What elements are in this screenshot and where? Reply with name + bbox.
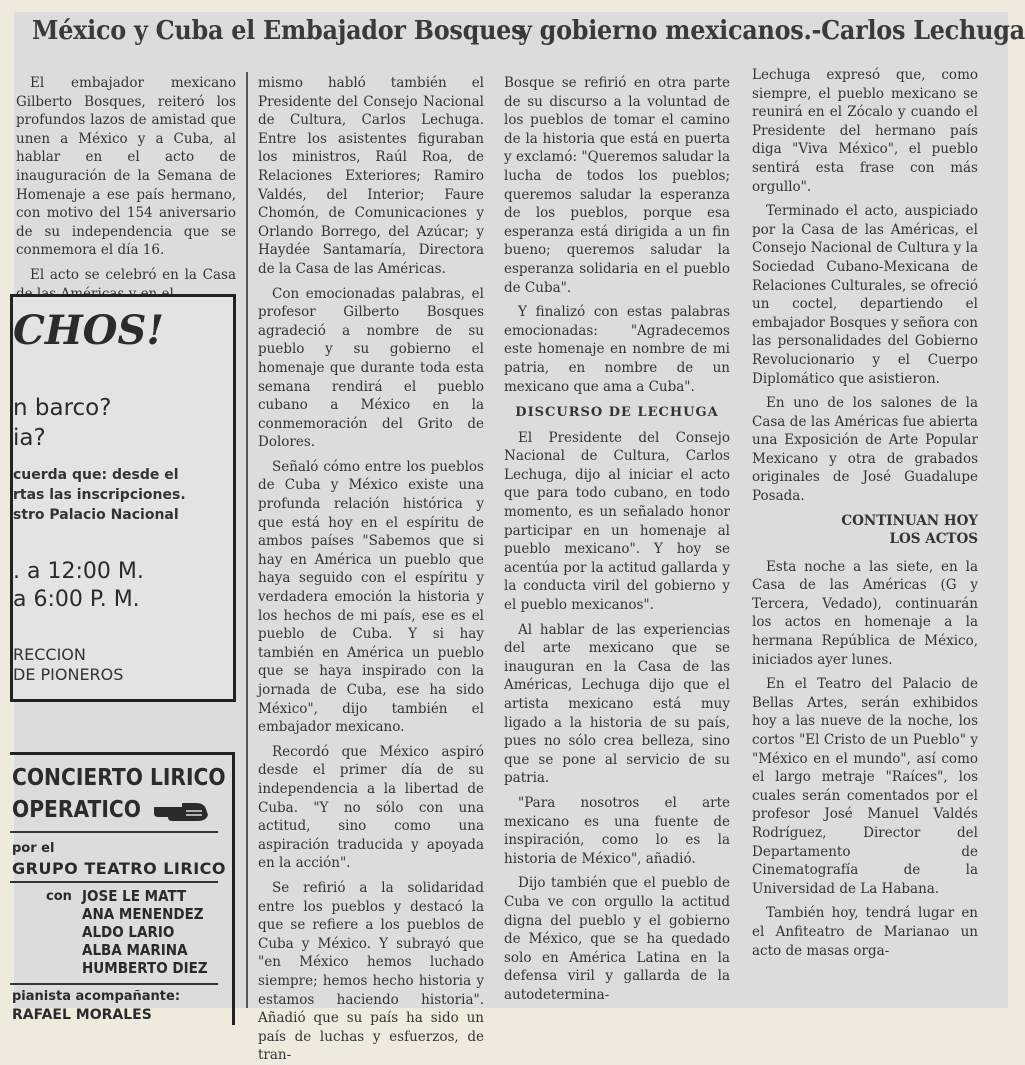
pioneros-ad [10, 294, 236, 702]
ad-department: DE PIONEROS [13, 665, 124, 684]
ad-question: ia? [13, 425, 46, 451]
concierto-ad [10, 752, 235, 1025]
ad-text: stro Palacio Nacional [13, 507, 179, 523]
pianist-name: RAFAEL MORALES [12, 1007, 152, 1023]
col3-paragraph: El Presidente del Consejo Nacional de Cultura, Carlos Lechuga, dijo al iniciar el acto que para todo cubano, en todo momento, es un señalado honor participar en un homenaje al pueblo mexicano". Y hoy se acentúa por la actitud gallarda y la conducta viril del gobierno y el pueblo mexicanos". [504, 429, 730, 614]
pianist-label: pianista acompañante: [12, 989, 181, 1004]
col3-paragraph: Dijo también que el pueblo de Cuba ve con orgullo la actitud digna del pueblo y el gobierno de México, que se ha quedado solo en América Latina en la defensa viril y gallarda de la autodetermina- [504, 875, 730, 1003]
col4-paragraph: También hoy, tendrá lugar en el Anfiteatro de Marianao un acto de masas orga- [752, 905, 978, 959]
subhead-line: CONTINUAN HOY [841, 512, 978, 529]
col1-paragraph: El acto se celebró en la Casa [30, 266, 236, 283]
col2-paragraph: Recordó que México aspiró desde el primer día de su independencia a la libertad de Cuba. "Y no sólo con una actitud, sino como una aspiración traducida y apoyada en la acción". [258, 743, 484, 872]
subhead-lechuga: DISCURSO DE LECHUGA [515, 405, 719, 421]
column-1 [16, 74, 236, 283]
ad-hours: a 6:00 P. M. [13, 587, 140, 612]
subhead-line: LOS ACTOS [889, 530, 978, 547]
col2-paragraph: Señaló cómo entre los pueblos de Cuba y México existe una profunda relación histórica y que está hoy en el espíritu de ambos países "Sabemos que si hay en América un pueblo que haya seguido con el espíritu y verdadera emoción la historia y los hechos de mi país, ese es el pueblo de Cuba. Y si hay también en América un pueblo que se haya inspirado con la jornada de Cuba, ese ha sido México", dijo también el embajador mexicano. [258, 458, 484, 736]
col4-paragraph: En el Teatro del Palacio de Bellas Artes, serán exhibidos hoy a las nueve de la noche, los cortos "El Cristo de un Pueblo" y "México en el mundo", así como el largo metraje "Raíces", los cuales serán comentados por el profesor José Manuel Valdés Rodríguez, Director del Departamento de Cinematografía de la Universidad de La Habana. [752, 676, 978, 897]
concert-with-label: con [46, 889, 72, 904]
col4-paragraph: Lechuga expresó que, como siempre, el pueblo mexicano se reunirá en el Zócalo y cuando el Presidente del hermano país diga "Viva México", el pueblo sentirá esta frase con más orgullo". [752, 67, 978, 195]
col2-paragraph: Con emocionadas palabras, el profesor Gilberto Bosques agradeció a nombre de su pueblo y su gobierno el homenaje que durante toda esta semana rendirá el pueblo cubano a México en la conmemoración del Grito de Dolores. [258, 285, 484, 451]
ad-question: n barco? [13, 395, 112, 421]
performer-name: HUMBERTO DIEZ [82, 959, 208, 977]
ad-text: rtas las inscripciones. [13, 487, 186, 503]
newspaper-page [12, 12, 1025, 1064]
headline-right: y gobierno mexicanos.-Carlos Lechuga [518, 16, 1025, 46]
ad-heading: CHOS! [13, 307, 164, 354]
col4-paragraph: En uno de los salones de la Casa de las Américas fue abierta una Exposición de Arte Popular Mexicano y otra de grabados originales de José Guadalupe Posada. [752, 395, 978, 505]
ad-divider [10, 881, 218, 883]
concert-title: OPERATICO [12, 797, 141, 823]
concert-title: CONCIERTO LIRICO [12, 765, 226, 791]
concert-by-label: por el [12, 841, 55, 856]
ad-divider [10, 831, 218, 833]
col3-paragraph: Bosque se refirió en otra parte de su discurso a la voluntad de los pueblos de tomar el camino de la historia que está en puerta y exclamó: "Queremos saludar la lucha de todos los pueblos; queremos saludar la esperanza de los pueblos, porque esa esperanza está dirigida a un fin bueno; queremos saludar la esperanza solidaria en el pueblo de Cuba". [504, 75, 730, 296]
column-divider [246, 72, 248, 1008]
concert-group: GRUPO TEATRO LIRICO [12, 859, 226, 878]
ad-text: cuerda que: desde el [13, 467, 179, 483]
headline-left: México y Cuba el Embajador Bosques [32, 16, 525, 46]
performer-name: ANA MENENDEZ [82, 905, 204, 923]
col4-paragraph: Terminado el acto, auspiciado por la Casa de las Américas, el Consejo Nacional de Cultura y la Sociedad Cubano-Mexicana de Relaciones Culturales, se ofreció un coctel, departiendo el embajador Bosques y señora con las personalidades del Gobierno Revolucionario y el Cuerpo Diplomático que asistieron. [752, 203, 978, 387]
col2-paragraph: mismo habló también el Presidente del Consejo Nacional de Cultura, Carlos Lechuga. Entre los asistentes figuraban los ministros, Raúl Roa, de Relaciones Exteriores; Ramiro Valdés, del Interior; Faure Chomón, de Comunicaciones y Orlando Borrego, del Azúcar; y Haydée Santamaría, Directora de la Casa de las Américas. [258, 75, 484, 277]
col3-paragraph: Y finalizó con estas palabras emocionadas: "Agradecemos este homenaje en nombre de mi patria, en nombre de un mexicano que ama a Cuba". [504, 304, 730, 395]
performer-name: ALDO LARIO [82, 923, 175, 941]
performer-name: ALBA MARINA [82, 941, 188, 959]
pointing-hand-icon [152, 799, 212, 823]
col2-paragraph: Se refirió a la solidaridad entre los pueblos y destacó la que se refiere a los pueblos de Cuba y México. Y subrayó que "en México hemos luchado siempre; hemos hecho historia y estamos haciendo historia". Añadió que su país ha sido un país de luchas y esfuerzos, de tran- [258, 879, 484, 1064]
subhead-continuan [752, 512, 978, 548]
column-4 [752, 66, 978, 1008]
col3-paragraph: "Para nosotros el arte mexicano es una fuente de inspiración, como lo es la historia de México", añadió. [504, 794, 730, 867]
performer-name: JOSE LE MATT [82, 887, 187, 905]
col4-paragraph: Esta noche a las siete, en la Casa de las Américas (G y Tercera, Vedado), continuarán los actos en homenaje a la hermana República de México, iniciados ayer lunes. [752, 558, 978, 668]
ad-divider [10, 983, 218, 985]
ad-department: RECCION [13, 645, 86, 664]
col1-paragraph: El embajador mexicano Gilberto Bosques, reiteró los profundos lazos de amistad que unen a México y a Cuba, al hablar en el acto de inauguración de la Semana de Homenaje a ese país hermano, con motivo del 154 aniversario de su independencia que se conmemora el día 16. [16, 75, 236, 259]
column-2 [258, 74, 484, 1064]
column-3 [504, 74, 730, 1008]
col3-paragraph: Al hablar de las experiencias del arte mexicano que se inauguran en la Casa de las Américas, Lechuga dijo que el artista mexicano está muy ligado a la historia de su país, pues no sólo crea belleza, sino que se pone al servicio de su patria. [504, 621, 730, 787]
ad-hours: . a 12:00 M. [13, 559, 144, 584]
